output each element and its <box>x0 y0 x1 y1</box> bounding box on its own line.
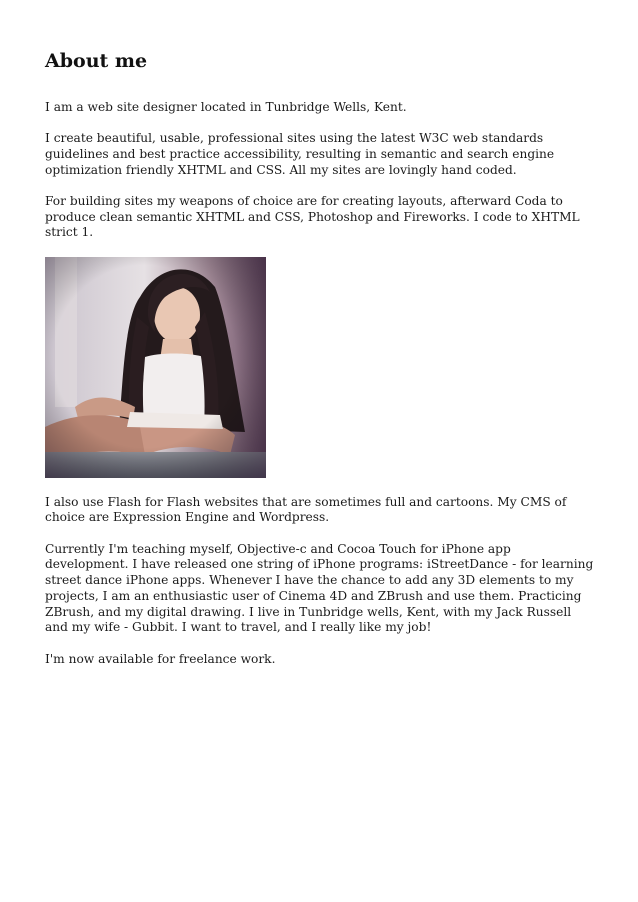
page-title: About me <box>45 50 148 72</box>
profile-photo-image <box>45 257 266 478</box>
intro-paragraph: I am a web site designer located in Tunbridge Wells, Kent. <box>45 100 407 114</box>
tools-paragraph: For building sites my weapons of choice are for creating layouts, afterward Coda to produce clean semantic XHTML and CSS, Photoshop and Fireworks. I code to XHTML strict 1. <box>45 194 580 240</box>
profile-photo <box>45 257 266 478</box>
flash-paragraph: I also use Flash for Flash websites that are sometimes full and cartoons. My CMS of choice are Expression Engine and Wordpress. <box>45 494 567 525</box>
current-work-paragraph: Currently I'm teaching myself, Objective-c and Cocoa Touch for iPhone app development. I have released one string of iPhone programs: iStreetDance - for learning street dance iPhone apps. Whenever I have the chance to add any 3D elements to my projects, I am an enthusiastic user of Cinema 4D and ZBrush and use them. Practicing ZBrush, and my digital drawing. I live in Tunbridge wells, Kent, with my Jack Russell and my wife - Gubbit. I want to travel, and I really like my job! <box>45 541 594 635</box>
about-content <box>45 100 595 683</box>
availability-paragraph: I'm now available for freelance work. <box>45 651 276 666</box>
skills-paragraph: I create beautiful, usable, professional sites using the latest W3C web standards guidelines and best practice accessibility, resulting in semantic and search engine optimization friendly XHTML and CSS. All my sites are lovingly hand coded. <box>45 131 555 177</box>
